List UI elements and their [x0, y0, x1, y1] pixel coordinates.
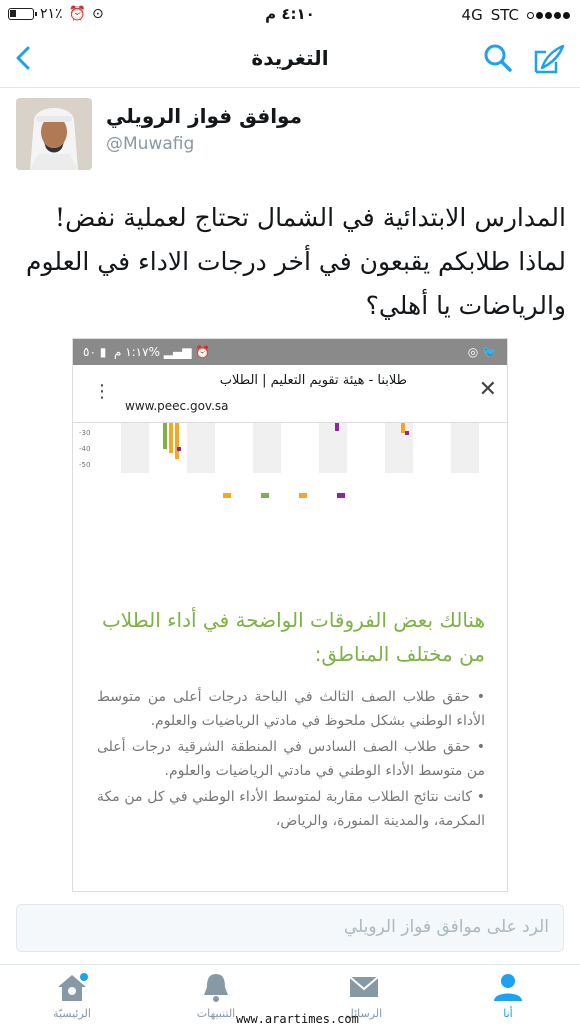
nav-bar — [0, 30, 580, 88]
carrier-name: STC — [490, 6, 519, 24]
embedded-url: www.peec.gov.sa — [125, 399, 229, 413]
embedded-battery: ٥٠% — [83, 345, 160, 359]
tweet-media-image[interactable] — [72, 338, 508, 892]
tweet-line: لماذا طلابكم يقبعون في أخر درجات الاداء في العلوم — [26, 247, 566, 276]
embedded-status-left: ١:١٧ م ▮ ٥٠% ▂▄▆ ⏰ — [83, 345, 211, 359]
embedded-bullet: • حقق طلاب الصف السادس في المنطقة الشرقية درجات أعلى من متوسط الأداء الوطني في مادتي الرياضيات والعلوم. — [97, 739, 485, 779]
tab-me[interactable] — [458, 971, 558, 1020]
tweet-line: والرياضات يا أهلي؟ — [365, 291, 566, 320]
compose-tweet-icon[interactable] — [532, 42, 566, 76]
network-type: 4G — [461, 6, 483, 24]
person-icon — [490, 971, 526, 1003]
page-title: التغريدة — [251, 46, 329, 70]
embedded-time: ١:١٧ م — [113, 345, 149, 359]
tweet-line: المدارس الابتدائية في الشمال تحتاج لعملية نفض! — [55, 203, 566, 232]
battery-percent: ٢١٪ — [40, 6, 63, 22]
chart-tick: -30 — [79, 429, 91, 437]
embedded-body — [73, 685, 508, 835]
tab-label: الرئيسيّة — [53, 1007, 91, 1020]
tab-home[interactable] — [22, 971, 122, 1020]
bell-icon — [198, 971, 234, 1003]
embedded-bullet: • حقق طلاب الصف الثالث في الباحة درجات أعلى من متوسط الأداء الوطني بشكل ملحوظ في مادتي الرياضيات والعلوم. — [97, 689, 485, 729]
chart-tick: -50 — [79, 461, 91, 469]
embedded-heading: هنالك بعض الفروقات الواضحة في أداء الطلاب من مختلف المناطق: — [101, 608, 485, 666]
search-icon[interactable] — [482, 42, 514, 74]
signal-icon — [527, 12, 570, 19]
embedded-chart — [73, 423, 507, 533]
author-name[interactable]: موافق فواز الرويلي — [106, 104, 302, 128]
embedded-app-icons: ◎ 🐦 — [467, 345, 497, 359]
status-bar — [0, 0, 580, 30]
embedded-browser-header — [73, 365, 507, 423]
status-right — [462, 6, 570, 24]
mail-icon — [346, 971, 382, 1003]
more-vertical-icon: ⋮ — [93, 381, 111, 402]
tab-label: أنا — [503, 1007, 513, 1020]
author-handle[interactable]: @Muwafig — [106, 134, 195, 154]
home-icon — [54, 971, 90, 1003]
alarm-icon: ⏰ — [68, 6, 87, 22]
chart-tick: -40 — [79, 445, 91, 453]
tab-label: الرسائل — [345, 1007, 383, 1020]
reply-input[interactable]: الرد على موافق فواز الرويلي — [16, 904, 564, 952]
watermark: www.arartimes.com — [236, 1012, 359, 1026]
tweet-text — [10, 196, 566, 328]
embedded-bullet: • كانت نتائج الطلاب مقاربة لمتوسط الأداء الوطني في كل من مكة المكرمة، والمدينة المنورة، والرياض، — [97, 789, 485, 829]
tab-label: التنبيهات — [196, 1007, 236, 1020]
embedded-page-title: طلابنا - هيئة تقويم التعليم | الطلاب — [219, 373, 407, 388]
status-time: ٤:١٠ م — [265, 5, 315, 23]
lock-rotation-icon: ⊙ — [92, 6, 104, 22]
close-icon: ✕ — [478, 377, 497, 402]
embedded-status-bar — [73, 339, 507, 365]
avatar[interactable] — [16, 98, 92, 170]
